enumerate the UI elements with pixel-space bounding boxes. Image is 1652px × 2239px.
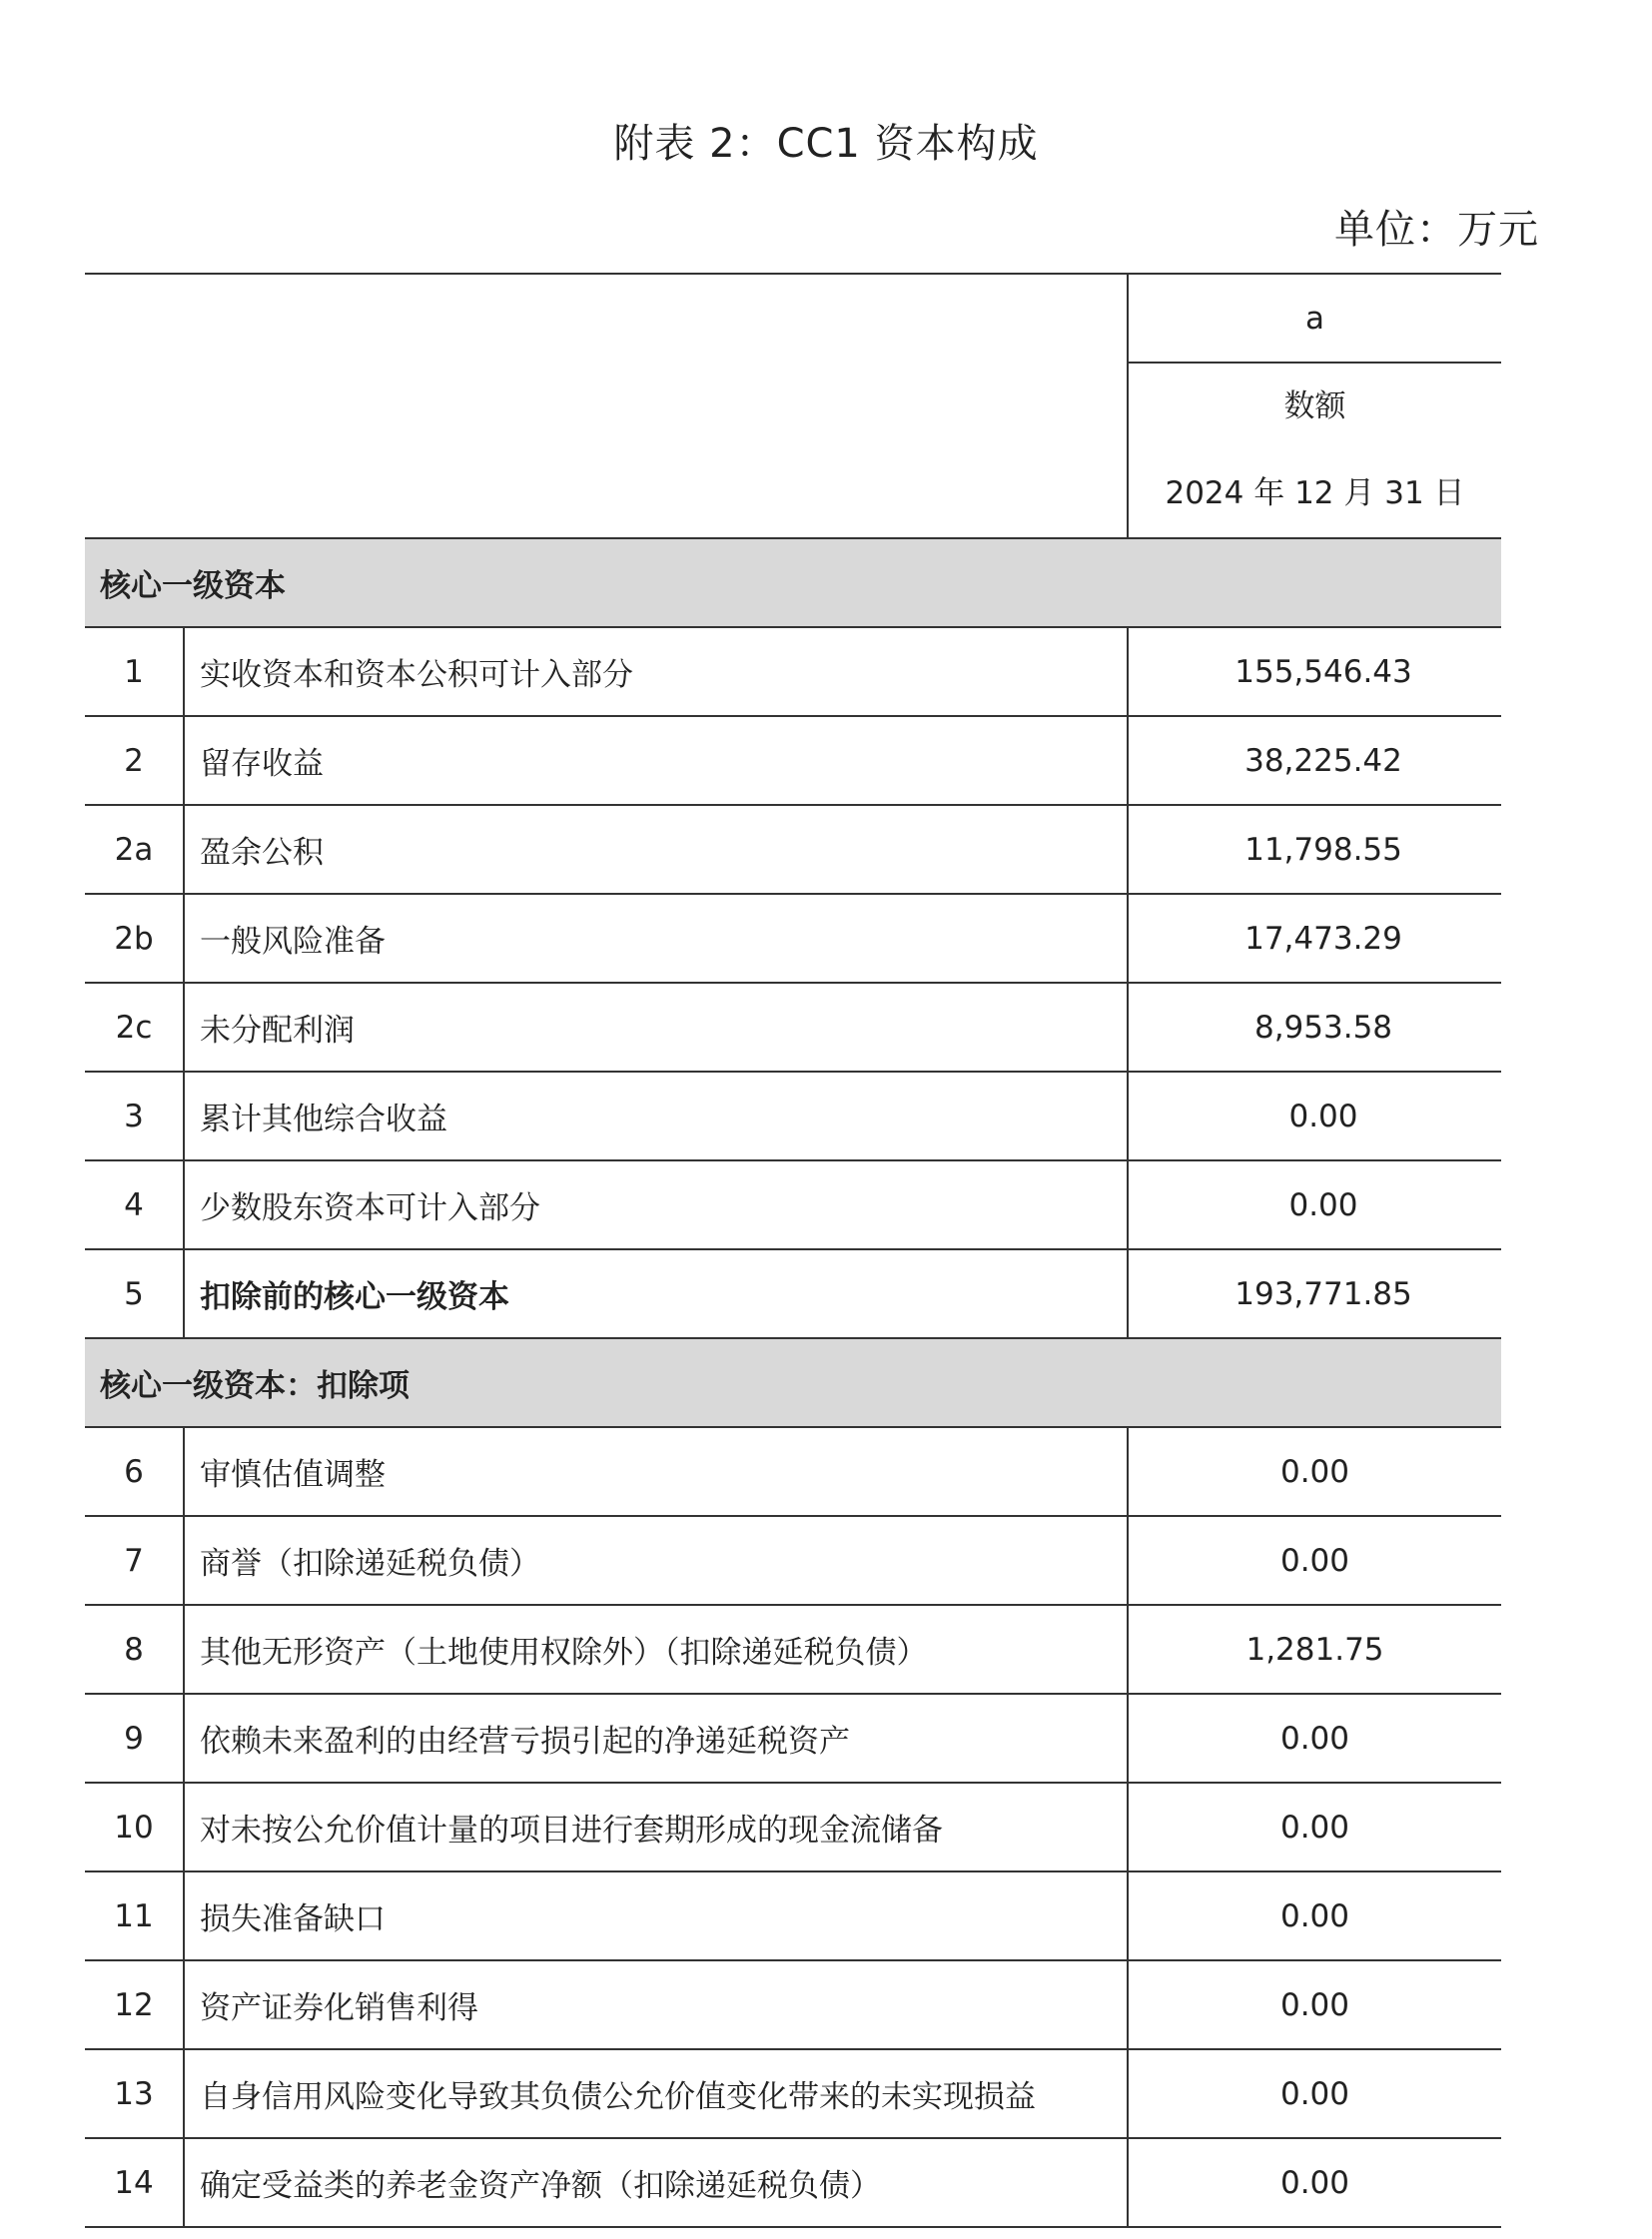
row-number: 7 (85, 1516, 184, 1605)
cc1-table (85, 273, 1501, 2228)
table-row (85, 894, 1501, 983)
row-number: 4 (85, 1160, 184, 1249)
row-label: 少数股东资本可计入部分 (184, 1160, 1128, 1249)
page-title: 附表 2：CC1 资本构成 (613, 121, 1039, 167)
table-row (85, 1960, 1501, 2049)
row-value: 0.00 (1128, 1783, 1501, 1871)
row-number: 1 (85, 627, 184, 716)
row-value: 0.00 (1128, 1516, 1501, 1605)
unit-label: 单位：万元 (1334, 207, 1539, 253)
row-value: 0.00 (1128, 1960, 1501, 2049)
table-row (85, 1694, 1501, 1783)
table-row (85, 1072, 1501, 1160)
row-number: 8 (85, 1605, 184, 1694)
row-label: 未分配利润 (184, 983, 1128, 1072)
table-row (85, 627, 1501, 716)
section-title: 核心一级资本：扣除项 (85, 1338, 1501, 1427)
row-label: 确定受益类的养老金资产净额（扣除递延税负债） (184, 2138, 1128, 2227)
row-value: 11,798.55 (1128, 805, 1501, 894)
row-number: 3 (85, 1072, 184, 1160)
row-label: 自身信用风险变化导致其负债公允价值变化带来的未实现损益 (184, 2049, 1128, 2138)
row-number: 13 (85, 2049, 184, 2138)
row-value: 0.00 (1128, 1871, 1501, 1960)
row-number: 6 (85, 1427, 184, 1516)
table-row (85, 1249, 1501, 1338)
row-label: 盈余公积 (184, 805, 1128, 894)
row-number: 12 (85, 1960, 184, 2049)
row-label: 资产证券化销售利得 (184, 1960, 1128, 2049)
row-value: 0.00 (1128, 1072, 1501, 1160)
row-label: 实收资本和资本公积可计入部分 (184, 627, 1128, 716)
table-row (85, 1783, 1501, 1871)
row-label: 审慎估值调整 (184, 1427, 1128, 1516)
table-row (85, 1160, 1501, 1249)
table-row (85, 1605, 1501, 1694)
row-label: 依赖未来盈利的由经营亏损引起的净递延税资产 (184, 1694, 1128, 1783)
row-label: 一般风险准备 (184, 894, 1128, 983)
row-label: 其他无形资产（土地使用权除外）（扣除递延税负债） (184, 1605, 1128, 1694)
row-value: 0.00 (1128, 1160, 1501, 1249)
section-header-row (85, 1338, 1501, 1427)
row-number: 2 (85, 716, 184, 805)
table-row (85, 2138, 1501, 2227)
row-label: 损失准备缺口 (184, 1871, 1128, 1960)
row-number: 5 (85, 1249, 184, 1338)
row-value: 193,771.85 (1128, 1249, 1501, 1338)
row-label: 累计其他综合收益 (184, 1072, 1128, 1160)
section-header-row (85, 538, 1501, 627)
row-number: 11 (85, 1871, 184, 1960)
row-number: 2b (85, 894, 184, 983)
row-value: 155,546.43 (1128, 627, 1501, 716)
header-blank-cell (85, 274, 1128, 538)
row-label: 对未按公允价值计量的项目进行套期形成的现金流储备 (184, 1783, 1128, 1871)
table-row (85, 983, 1501, 1072)
row-value: 17,473.29 (1128, 894, 1501, 983)
row-value: 1,281.75 (1128, 1605, 1501, 1694)
row-value: 0.00 (1128, 2138, 1501, 2227)
row-number: 10 (85, 1783, 184, 1871)
column-letter: a (1128, 274, 1501, 363)
table-row (85, 2049, 1501, 2138)
row-number: 14 (85, 2138, 184, 2227)
row-number: 2c (85, 983, 184, 1072)
row-value: 38,225.42 (1128, 716, 1501, 805)
column-header (1128, 363, 1501, 538)
row-value: 0.00 (1128, 1427, 1501, 1516)
table-row (85, 1516, 1501, 1605)
table-row (85, 1871, 1501, 1960)
column-name: 数额 (1283, 388, 1346, 424)
table-row (85, 805, 1501, 894)
table-row (85, 1427, 1501, 1516)
row-value: 0.00 (1128, 1694, 1501, 1783)
row-value: 0.00 (1128, 2049, 1501, 2138)
row-label: 留存收益 (184, 716, 1128, 805)
section-title: 核心一级资本 (85, 538, 1501, 627)
row-number: 2a (85, 805, 184, 894)
row-number: 9 (85, 1694, 184, 1783)
table-row (85, 716, 1501, 805)
row-value: 8,953.58 (1128, 983, 1501, 1072)
column-date: 2024 年 12 月 31 日 (1165, 475, 1465, 511)
row-label: 扣除前的核心一级资本 (184, 1249, 1128, 1338)
row-label: 商誉（扣除递延税负债） (184, 1516, 1128, 1605)
header-row-letter (85, 274, 1501, 363)
